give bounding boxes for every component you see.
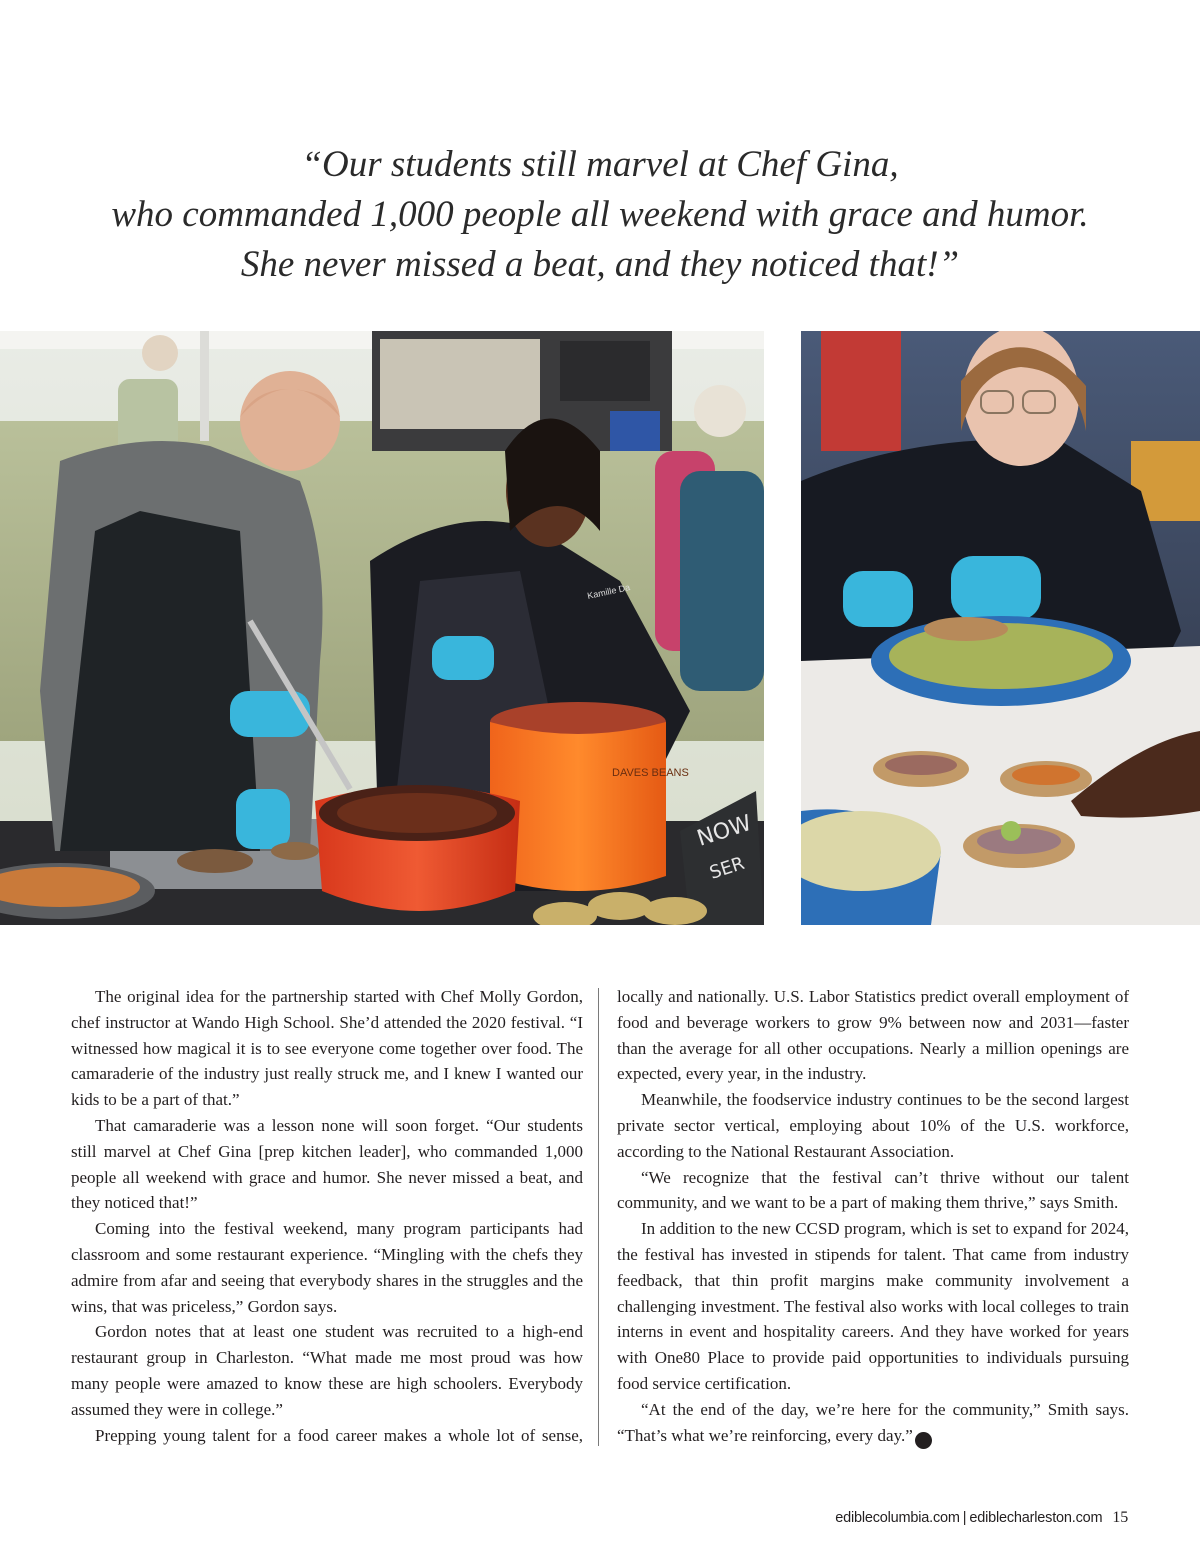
edible-end-mark-icon: e [915,1432,932,1449]
chalkboard-line-1: NOW [694,810,755,852]
article-paragraph: Gordon notes that at least one student was recruited to a high-end restaurant group in Charleston. “What made me most proud was how many people were amazed to know these are high schoolers. Everybody assumed they were in college.” [71,1322,583,1419]
pot-label: DAVES BEANS [612,767,689,779]
column-divider [598,988,599,1446]
article-paragraph: locally and nationally. U.S. Labor Statistics predict overall employment of food and beverage workers to grow 9% between now and 2031—faster than the average for all other occupations. Nearly a million openings are expected, every year, in the industry. [617,987,1129,1084]
photo-student-plating [801,331,1200,925]
article-paragraph: Prepping young talent for a food career makes a whole lot of sense, [95,1425,583,1445]
closing-text: “At the end of the day, we’re here for the community,” Smith says. “That’s what we’re reinforcing, every day.” [617,1399,1129,1445]
article-paragraph [617,1397,1129,1449]
article-paragraph: That camaraderie was a lesson none will soon forget. “Our students still marvel at Chef Gina [prep kitchen leader], who commanded 1,000 people all weekend with grace and humor. She never missed a beat, and they noticed that!” [71,1115,583,1213]
pull-quote-line: “Our students still marvel at Chef Gina, [301,144,899,185]
footer-site-columbia: ediblecolumbia.com [835,1510,960,1526]
article-column-right [617,984,1129,1449]
article-paragraph: In addition to the new CCSD program, which is set to expand for 2024, the festival has invested in stipends for talent. That came from industry feedback, that thin profit margins make community involvement a challenging investment. The festival also works with local colleges to train interns in event and hospitality careers. And they have worked for years with One80 Place to provide paid opportunities to individuals pursuing food service certification. [617,1219,1129,1393]
page-number: 15 [1112,1509,1128,1526]
article-paragraph: Meanwhile, the foodservice industry continues to be the second largest private sector vertical, employing about 10% of the U.S. workforce, according to the National Restaurant Association. [617,1090,1129,1161]
pull-quote-line: She never missed a beat, and they noticed that!” [240,244,960,285]
article-paragraph: Coming into the festival weekend, many program participants had classroom and some restaurant experience. “Mingling with the chefs they admire from afar and seeing that everybody shares in the struggles and the wins, that was priceless,” Gordon says. [71,1219,583,1316]
footer-site-charleston: ediblecharleston.com [969,1510,1103,1526]
footer-separator: | [962,1510,967,1526]
chalkboard-line-2: SER [707,852,748,884]
photo-chefs-serving [0,331,764,925]
pull-quote-line: who commanded 1,000 people all weekend with grace and humor. [111,194,1089,235]
pull-quote [60,140,1140,290]
article-column-left [71,984,583,1448]
article-paragraph: The original idea for the partnership started with Chef Molly Gordon, chef instructor at Wando High School. She’d attended the 2020 festival. “I witnessed how magical it is to see everyone come together over food. The camaraderie of the industry just really struck me, and I knew I wanted our kids to be a part of that.” [71,987,583,1110]
jacket-name: Kamille Da [586,582,631,601]
page-footer [835,1509,1128,1527]
article-paragraph: “We recognize that the festival can’t thrive without our talent community, and we want to be a part of making them thrive,” says Smith. [617,1167,1129,1213]
